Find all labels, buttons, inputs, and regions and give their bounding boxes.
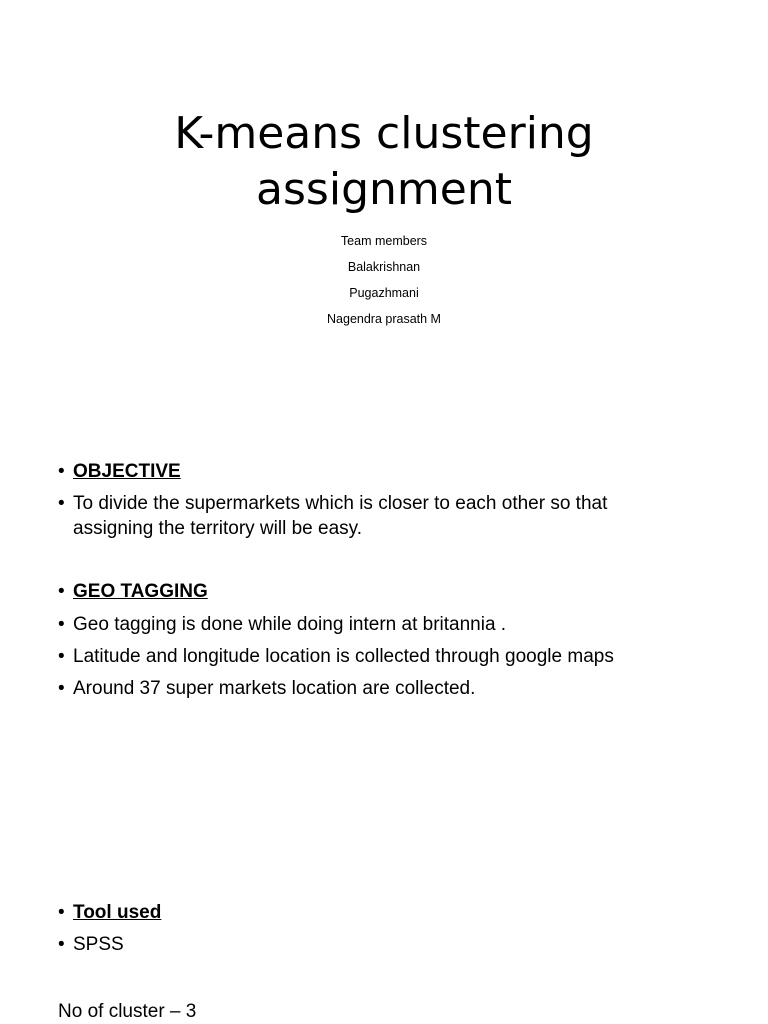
objective-heading	[58, 459, 698, 484]
bullet-icon: •	[58, 461, 65, 482]
bullet-icon: •	[58, 934, 65, 955]
geo-tagging-heading-text: GEO TAGGING	[73, 581, 208, 602]
title-line-1: K-means clustering	[174, 108, 594, 159]
team-heading: Team members	[340, 234, 428, 248]
geo-tagging-bullet	[58, 612, 698, 637]
slide-title	[0, 106, 768, 218]
team-member: Nagendra prasath M	[327, 312, 441, 326]
team-member: Balakrishnan	[347, 260, 421, 274]
tool-heading-text: Tool used	[73, 902, 162, 923]
title-line-2: assignment	[256, 164, 512, 215]
team-block	[0, 230, 768, 334]
geo-tagging-bullet-text: Latitude and longitude location is collected through google maps	[73, 646, 614, 667]
bullet-icon: •	[58, 493, 65, 514]
tool-heading	[58, 900, 698, 925]
tool-bullet-text: SPSS	[73, 934, 124, 955]
bullet-icon: •	[58, 902, 65, 923]
geo-tagging-bullet-text: Around 37 super markets location are collected.	[73, 678, 476, 699]
bullet-icon: •	[58, 678, 65, 699]
tool-bullet	[58, 932, 698, 957]
geo-tagging-bullet-text: Geo tagging is done while doing intern at britannia .	[73, 614, 507, 635]
bullet-icon: •	[58, 581, 65, 602]
objective-bullet-text: To divide the supermarkets which is closer to each other so that assigning the territory will be easy.	[73, 493, 608, 539]
bullet-icon: •	[58, 646, 65, 667]
geo-tagging-bullet	[58, 676, 698, 701]
geo-tagging-bullet	[58, 644, 698, 669]
bullet-icon: •	[58, 614, 65, 635]
cluster-count: No of cluster – 3	[58, 1001, 197, 1022]
objective-bullet	[58, 491, 658, 541]
team-member: Pugazhmani	[349, 286, 419, 300]
objective-heading-text: OBJECTIVE	[73, 461, 181, 482]
geo-tagging-heading	[58, 579, 698, 604]
